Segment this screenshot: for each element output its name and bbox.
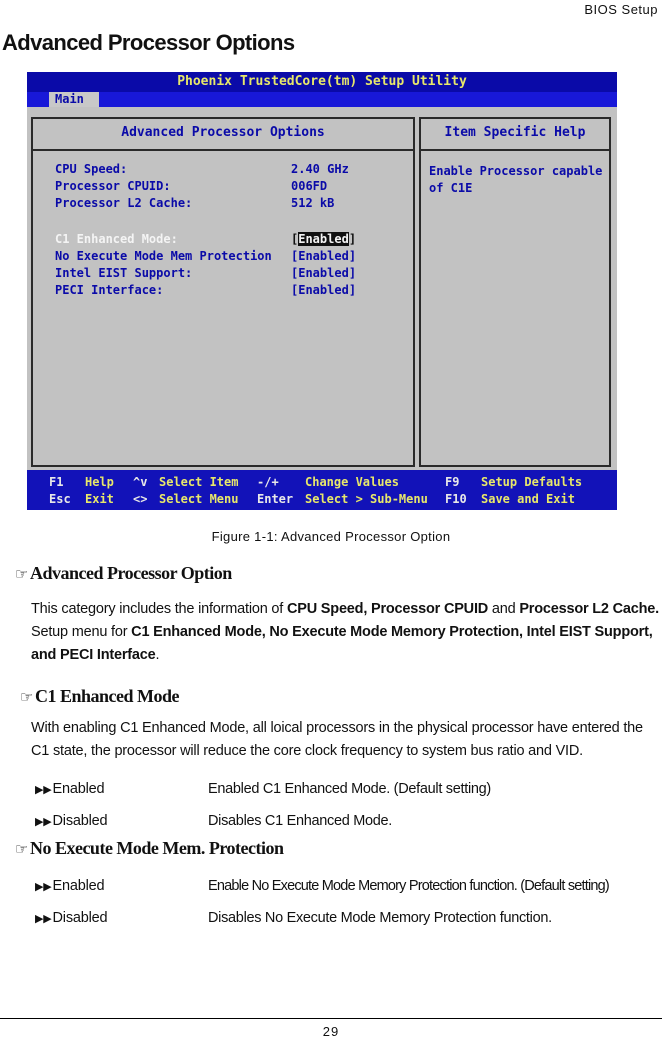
bios-panel-title: Advanced Processor Options bbox=[33, 119, 413, 151]
bios-key-action: Select Menu bbox=[159, 492, 239, 506]
option-description: Disables No Execute Mode Memory Protection function. bbox=[208, 910, 552, 926]
option-name: ▶▶Disabled bbox=[35, 910, 108, 926]
bios-key-action: Save and Exit bbox=[481, 492, 575, 506]
bios-key-legend bbox=[27, 470, 617, 510]
section-heading-no-execute-mode bbox=[15, 838, 284, 859]
bios-option-value-text: Enabled bbox=[298, 232, 349, 246]
bios-key: Esc bbox=[49, 492, 71, 506]
bios-key-legend-item bbox=[257, 473, 279, 491]
bios-key: -/+ bbox=[257, 475, 279, 489]
bios-key-legend-item bbox=[49, 490, 71, 508]
bios-key-legend-item bbox=[445, 490, 467, 508]
option-description: Disables C1 Enhanced Mode. bbox=[208, 813, 393, 829]
bios-key-action: Exit bbox=[85, 492, 114, 506]
bios-key-legend-item bbox=[49, 473, 63, 491]
section-heading-advanced-processor-option bbox=[15, 563, 232, 584]
bios-key: F1 bbox=[49, 475, 64, 489]
bios-key-action: Help bbox=[85, 475, 114, 489]
double-arrow-icon: ▶▶ bbox=[35, 816, 52, 828]
bios-option-label: Intel EIST Support: bbox=[55, 266, 193, 280]
bios-option-value[interactable]: [Enabled] bbox=[291, 283, 357, 297]
bios-help-title: Item Specific Help bbox=[421, 119, 609, 151]
double-arrow-icon: ▶▶ bbox=[35, 881, 52, 893]
bios-key: Enter bbox=[257, 492, 294, 506]
bios-option-value[interactable]: [Enabled] bbox=[291, 249, 357, 263]
option-name: ▶▶Disabled bbox=[35, 813, 108, 829]
bios-option-label: C1 Enhanced Mode: bbox=[55, 232, 178, 246]
bios-key-action: Select > Sub-Menu bbox=[305, 492, 428, 506]
bios-option-label: CPU Speed: bbox=[55, 162, 128, 176]
option-description: Enable No Execute Mode Memory Protection function. (Default setting) bbox=[208, 878, 609, 894]
bios-key-action: Select Item bbox=[159, 475, 239, 489]
pointing-hand-icon: ☞ bbox=[15, 840, 28, 858]
bios-option-value: 512 kB bbox=[291, 196, 335, 210]
double-arrow-icon: ▶▶ bbox=[35, 913, 52, 925]
bios-screenshot bbox=[27, 72, 617, 510]
bios-key-legend-item bbox=[133, 490, 147, 508]
bios-help-panel bbox=[419, 117, 611, 467]
bios-option-label: No Execute Mode Mem Protection bbox=[55, 249, 272, 263]
option-name: ▶▶Enabled bbox=[35, 781, 105, 797]
figure-caption: Figure 1-1: Advanced Processor Option bbox=[211, 529, 451, 544]
bios-option-label: Processor CPUID: bbox=[55, 179, 171, 193]
para-text: and bbox=[488, 601, 520, 617]
option-description: Enabled C1 Enhanced Mode. (Default setting) bbox=[208, 781, 491, 797]
bios-option-label: Processor L2 Cache: bbox=[55, 196, 193, 210]
bios-tab-main[interactable]: Main bbox=[49, 92, 99, 107]
section-paragraph-c1-enhanced-mode: With enabling C1 Enhanced Mode, all loical processors in the physical processor have entered the C1 state, the processor will reduce the core clock frequency to system bus ratio and VID. bbox=[31, 720, 643, 759]
bios-key: F10 bbox=[445, 492, 467, 506]
para-text: . bbox=[155, 647, 160, 663]
bios-key: <> bbox=[133, 492, 148, 506]
bios-option-value[interactable]: [Enabled] bbox=[291, 232, 357, 246]
section-heading-text: Advanced Processor Option bbox=[29, 563, 232, 583]
bios-option-value: 2.40 GHz bbox=[291, 162, 349, 176]
bios-key-legend-item bbox=[133, 473, 147, 491]
bios-title: Phoenix TrustedCore(tm) Setup Utility bbox=[177, 74, 467, 89]
bios-menu-bar bbox=[27, 92, 617, 107]
bios-option-label: PECI Interface: bbox=[55, 283, 164, 297]
running-header: BIOS Setup bbox=[584, 2, 658, 17]
bios-option-value-text: Enabled bbox=[298, 283, 349, 297]
pointing-hand-icon: ☞ bbox=[20, 688, 33, 706]
bios-key: ^v bbox=[133, 475, 148, 489]
bios-options-panel bbox=[31, 117, 415, 467]
para-text: This category includes the information of bbox=[31, 601, 287, 617]
option-name: ▶▶Enabled bbox=[35, 878, 105, 894]
section-heading-c1-enhanced-mode bbox=[20, 686, 179, 707]
double-arrow-icon: ▶▶ bbox=[35, 784, 52, 796]
bios-option-value-text: Enabled bbox=[298, 266, 349, 280]
section-heading-text: C1 Enhanced Mode bbox=[34, 686, 179, 706]
bios-key-action: Change Values bbox=[305, 475, 399, 489]
section-paragraph-advanced-processor-option bbox=[31, 598, 659, 667]
bios-option-value: 006FD bbox=[291, 179, 328, 193]
bios-key: F9 bbox=[445, 475, 460, 489]
footer-rule bbox=[0, 1018, 662, 1019]
para-bold-text: CPU Speed, Processor CPUID bbox=[286, 601, 489, 617]
bios-option-value[interactable]: [Enabled] bbox=[291, 266, 357, 280]
para-bold-text: Processor L2 Cache. bbox=[519, 601, 659, 617]
para-text: Setup menu for bbox=[31, 624, 132, 640]
page-number: 29 bbox=[322, 1024, 340, 1039]
pointing-hand-icon: ☞ bbox=[15, 565, 28, 583]
bios-key-action: Setup Defaults bbox=[481, 475, 583, 489]
bios-body bbox=[27, 107, 617, 470]
para-bold-text: C1 Enhanced Mode, No Execute Mode Memory Protection, Intel EIST Support, and PECI Interface bbox=[31, 624, 653, 663]
bios-key-legend-item bbox=[257, 490, 293, 508]
bios-option-value-text: Enabled bbox=[298, 249, 349, 263]
bios-help-text: Enable Processor capable of C1E bbox=[429, 164, 603, 195]
page-title: Advanced Processor Options bbox=[2, 30, 295, 55]
section-heading-text: No Execute Mode Mem. Protection bbox=[29, 838, 284, 858]
bios-key-legend-item bbox=[445, 473, 459, 491]
